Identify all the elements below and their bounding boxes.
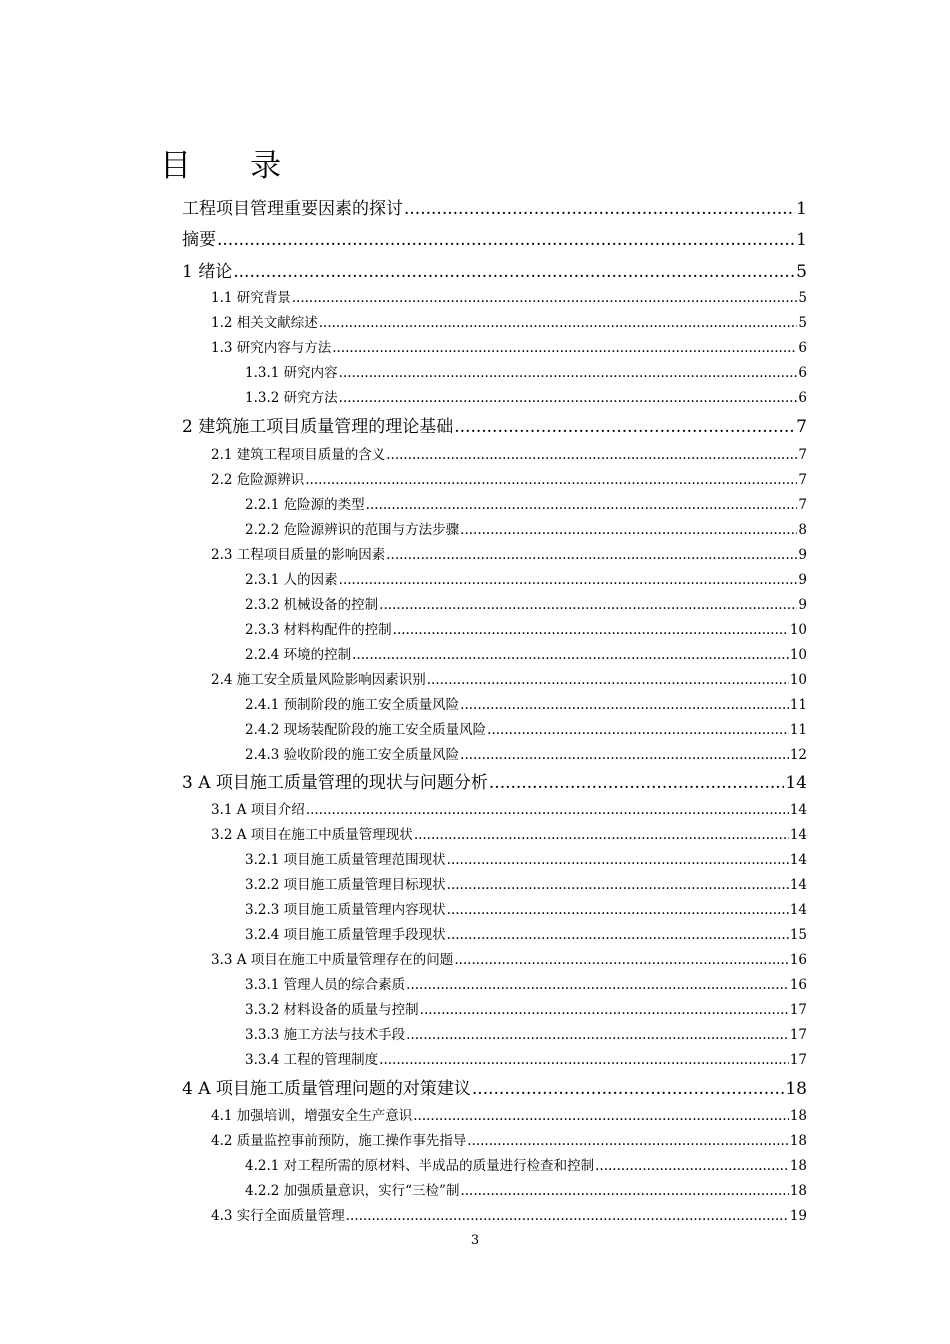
toc-entry-title: 3.2.2 项目施工质量管理目标现状 (245, 877, 446, 893)
toc-entry-page: 7 (798, 497, 807, 513)
toc-entry-title: 3 A 项目施工质量管理的现状与问题分析 (182, 773, 488, 793)
toc-leader-dots (447, 851, 789, 869)
toc-entry[interactable] (245, 596, 807, 614)
toc-entry-page: 11 (789, 697, 807, 713)
toc-entry[interactable] (245, 364, 807, 382)
toc-entry-title: 3.3.4 工程的管理制度 (245, 1052, 379, 1068)
toc-entry-page: 6 (798, 340, 807, 356)
toc-entry-title: 2.3 工程项目质量的影响因素 (211, 547, 386, 563)
toc-entry-page: 17 (789, 1052, 807, 1068)
toc-entry[interactable] (182, 229, 807, 251)
toc-entry-page: 7 (796, 417, 807, 437)
toc-entry-title: 4.3 实行全面质量管理 (211, 1208, 345, 1224)
toc-entry-page: 10 (789, 647, 807, 663)
toc-entry-title: 4.2 质量监控事前预防，施工操作事先指导 (211, 1133, 467, 1149)
toc-entry-title: 2.4.2 现场装配阶段的施工安全质量风险 (245, 722, 487, 738)
toc-leader-dots (386, 546, 797, 564)
toc-leader-dots (420, 1001, 789, 1019)
toc-leader-dots (467, 1132, 789, 1150)
toc-entry-title: 3.1 A 项目介绍 (211, 802, 305, 818)
toc-leader-dots (472, 1078, 784, 1100)
toc-leader-dots (454, 416, 795, 438)
toc-entry-title: 2.2.4 环境的控制 (245, 647, 352, 663)
toc-entry-page: 1 (796, 230, 807, 250)
toc-leader-dots (460, 696, 789, 714)
toc-entry-page: 1 (796, 199, 807, 219)
toc-entry-page: 7 (798, 472, 807, 488)
toc-entry-title: 2 建筑施工项目质量管理的理论基础 (182, 417, 454, 437)
toc-leader-dots (305, 471, 797, 489)
toc-entry-title: 3.2 A 项目在施工中质量管理现状 (211, 827, 413, 843)
toc-leader-dots (393, 621, 789, 639)
toc-leader-dots (379, 1051, 789, 1069)
toc-entry-page: 10 (789, 672, 807, 688)
toc-leader-dots (217, 229, 795, 251)
toc-entry-page: 14 (789, 802, 807, 818)
toc-entry-title: 2.2 危险源辨识 (211, 472, 305, 488)
toc-entry[interactable] (245, 1182, 807, 1200)
toc-entry-page: 14 (785, 773, 807, 793)
toc-leader-dots (386, 446, 797, 464)
toc-entry-title: 1 绪论 (182, 262, 233, 282)
toc-entry[interactable] (245, 721, 807, 739)
toc-entry-title: 1.3.2 研究方法 (245, 390, 338, 406)
toc-entry[interactable] (211, 1207, 807, 1225)
toc-entry[interactable] (245, 1026, 807, 1044)
toc-leader-dots (447, 876, 789, 894)
toc-entry[interactable] (182, 772, 807, 794)
toc-leader-dots (339, 571, 798, 589)
toc-entry[interactable] (211, 314, 807, 332)
toc-entry[interactable] (182, 416, 807, 438)
toc-entry-page: 5 (796, 262, 807, 282)
toc-entry-page: 14 (789, 877, 807, 893)
toc-entry[interactable] (245, 851, 807, 869)
toc-entry[interactable] (245, 976, 807, 994)
toc-leader-dots (346, 1207, 789, 1225)
toc-entry-title: 3.3 A 项目在施工中质量管理存在的问题 (211, 952, 454, 968)
toc-entry[interactable] (245, 621, 807, 639)
toc-entry[interactable] (245, 876, 807, 894)
toc-entry[interactable] (245, 521, 807, 539)
toc-entry-title: 2.3.2 机械设备的控制 (245, 597, 379, 613)
toc-entry-page: 17 (789, 1027, 807, 1043)
toc-leader-dots (319, 314, 798, 332)
toc-entry-title: 3.3.3 施工方法与技术手段 (245, 1027, 406, 1043)
toc-leader-dots (454, 951, 789, 969)
toc-entry-page: 17 (789, 1002, 807, 1018)
toc-entry-title: 2.3.3 材料构配件的控制 (245, 622, 392, 638)
toc-entry-title: 1.2 相关文献综述 (211, 315, 318, 331)
toc-leader-dots (339, 389, 798, 407)
toc-entry-title: 2.4 施工安全质量风险影响因素识别 (211, 672, 426, 688)
toc-entry[interactable] (211, 1132, 807, 1150)
toc-entry-title: 4.2.2 加强质量意识，实行“三检”制 (245, 1183, 460, 1199)
toc-entry[interactable] (182, 1078, 807, 1100)
toc-entry[interactable] (245, 646, 807, 664)
toc-leader-dots (379, 596, 797, 614)
toc-leader-dots (352, 646, 789, 664)
toc-leader-dots (366, 496, 798, 514)
toc-entry[interactable] (245, 496, 807, 514)
toc-entry[interactable] (211, 546, 807, 564)
toc-entry-title: 3.3.2 材料设备的质量与控制 (245, 1002, 419, 1018)
toc-entry-title: 3.3.1 管理人员的综合素质 (245, 977, 406, 993)
toc-leader-dots (487, 721, 789, 739)
toc-entry[interactable] (245, 901, 807, 919)
toc-entry-title: 工程项目管理重要因素的探讨 (182, 199, 403, 219)
toc-entry[interactable] (211, 471, 807, 489)
toc-entry-page: 6 (798, 390, 807, 406)
toc-entry-title: 2.2.1 危险源的类型 (245, 497, 365, 513)
page-number: 3 (470, 1233, 480, 1248)
toc-entry-page: 18 (789, 1133, 807, 1149)
toc-entry-page: 9 (798, 572, 807, 588)
toc-entry[interactable] (211, 446, 807, 464)
toc-leader-dots (414, 826, 789, 844)
toc-entry-page: 14 (789, 827, 807, 843)
toc-entry-title: 1.3.1 研究内容 (245, 365, 338, 381)
toc-leader-dots (447, 901, 789, 919)
toc-entry-page: 19 (789, 1208, 807, 1224)
toc-leader-dots (404, 198, 795, 220)
toc-entry[interactable] (211, 289, 807, 307)
toc-entry-title: 2.4.3 验收阶段的施工安全质量风险 (245, 747, 460, 763)
toc-leader-dots (427, 671, 789, 689)
toc-leader-dots (460, 1182, 788, 1200)
toc-entry-page: 9 (798, 547, 807, 563)
toc-entry[interactable] (211, 671, 807, 689)
toc-entry-title: 3.2.1 项目施工质量管理范围现状 (245, 852, 446, 868)
toc-entry[interactable] (211, 1107, 807, 1125)
toc-entry-page: 18 (789, 1183, 807, 1199)
toc-entry[interactable] (245, 571, 807, 589)
toc-leader-dots (406, 1026, 789, 1044)
toc-entry[interactable] (245, 1157, 807, 1175)
toc-entry-title: 4.2.1 对工程所需的原材料、半成品的质量进行检查和控制 (245, 1158, 595, 1174)
toc-leader-dots (489, 772, 784, 794)
toc-entry-title: 1.3 研究内容与方法 (211, 340, 332, 356)
toc-leader-dots (460, 521, 797, 539)
toc-leader-dots (460, 746, 789, 764)
toc-entry-page: 11 (789, 722, 807, 738)
toc-entry-title: 2.4.1 预制阶段的施工安全质量风险 (245, 697, 460, 713)
toc-entry-page: 14 (789, 852, 807, 868)
toc-entry-page: 6 (798, 365, 807, 381)
toc-title: 目 录 (160, 148, 282, 184)
toc-entry[interactable] (245, 1001, 807, 1019)
toc-entry-page: 16 (789, 952, 807, 968)
toc-entry-page: 9 (798, 597, 807, 613)
toc-entry[interactable] (211, 826, 807, 844)
toc-entry-title: 4 A 项目施工质量管理问题的对策建议 (182, 1079, 471, 1099)
toc-leader-dots (292, 289, 798, 307)
toc-entry-title: 3.2.3 项目施工质量管理内容现状 (245, 902, 446, 918)
toc-entry-title: 2.1 建筑工程项目质量的含义 (211, 447, 386, 463)
toc-entry-page: 14 (789, 902, 807, 918)
toc-entry-title: 1.1 研究背景 (211, 290, 291, 306)
toc-entry-page: 5 (798, 315, 807, 331)
toc-entry-page: 10 (789, 622, 807, 638)
toc-leader-dots (447, 926, 789, 944)
toc-entry[interactable] (245, 696, 807, 714)
toc-entry-title: 摘要 (182, 230, 216, 250)
toc-entry-page: 5 (798, 290, 807, 306)
toc-leader-dots (595, 1157, 789, 1175)
toc-entry-page: 18 (785, 1079, 807, 1099)
toc-entry[interactable] (211, 339, 807, 357)
toc-leader-dots (332, 339, 797, 357)
toc-entry-title: 2.2.2 危险源辨识的范围与方法步骤 (245, 522, 460, 538)
toc-leader-dots (406, 976, 789, 994)
toc-entry-title: 3.2.4 项目施工质量管理手段现状 (245, 927, 446, 943)
toc-leader-dots (306, 801, 789, 819)
toc-entry-page: 7 (798, 447, 807, 463)
toc-entry-page: 18 (789, 1158, 807, 1174)
toc-entry[interactable] (211, 951, 807, 969)
toc-entry[interactable] (245, 389, 807, 407)
toc-entry-title: 4.1 加强培训，增强安全生产意识 (211, 1108, 413, 1124)
toc-entry-page: 16 (789, 977, 807, 993)
toc-entry[interactable] (245, 746, 807, 764)
toc-entry-page: 8 (798, 522, 807, 538)
toc-entry[interactable] (245, 1051, 807, 1069)
toc-leader-dots (339, 364, 798, 382)
toc-entry-page: 15 (789, 927, 807, 943)
toc-entry-page: 18 (789, 1108, 807, 1124)
toc-entry-page: 12 (789, 747, 807, 763)
toc-leader-dots (413, 1107, 789, 1125)
toc-entry[interactable] (211, 801, 807, 819)
toc-entry-title: 2.3.1 人的因素 (245, 572, 338, 588)
toc-entry[interactable] (245, 926, 807, 944)
toc-leader-dots (233, 261, 795, 283)
toc-entry[interactable] (182, 261, 807, 283)
toc-entry[interactable] (182, 198, 807, 220)
